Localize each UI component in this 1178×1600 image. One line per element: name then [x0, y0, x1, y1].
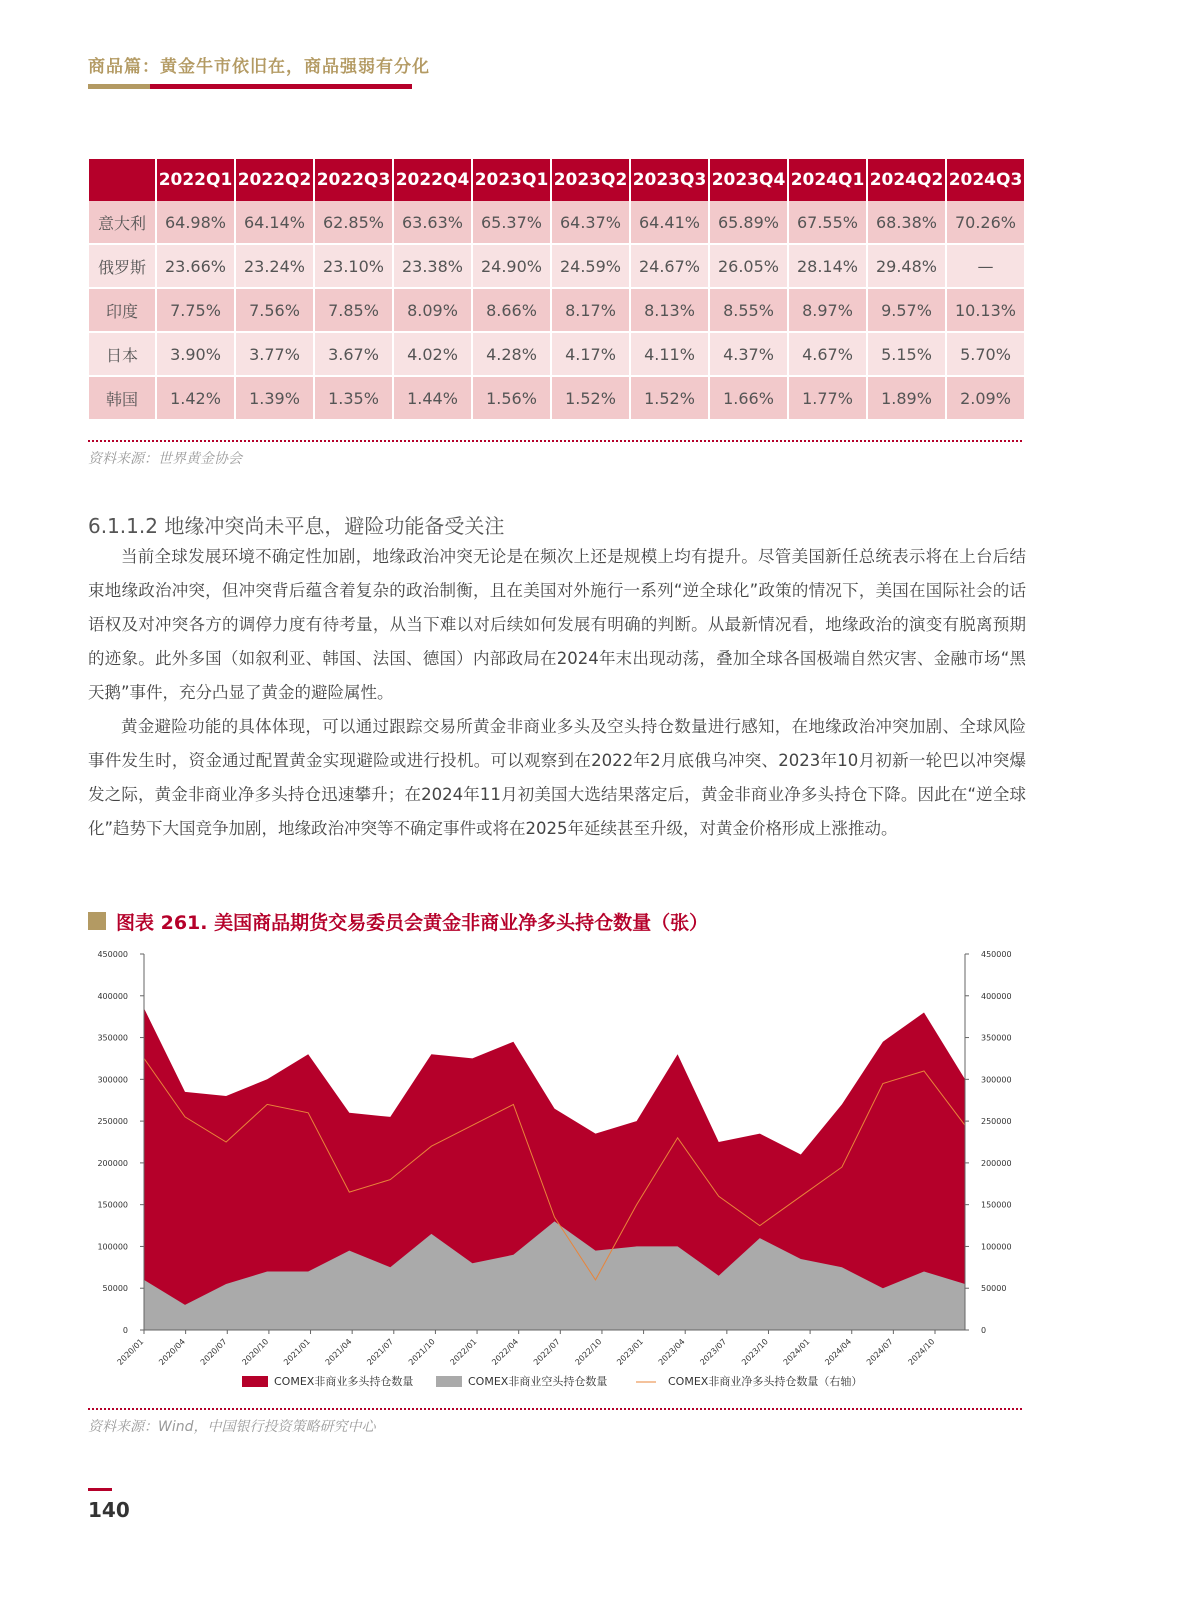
x-tick-label: 2024/07 [864, 1337, 895, 1367]
table-corner-cell [89, 159, 155, 201]
table-cell: 8.09% [394, 289, 471, 333]
legend-swatch [242, 1376, 268, 1387]
x-tick-label: 2020/01 [115, 1337, 146, 1367]
x-tick-label: 2022/10 [573, 1337, 604, 1367]
x-tick-label: 2023/07 [698, 1337, 729, 1367]
column-header: 2024Q3 [947, 159, 1024, 201]
table-cell: 1.52% [631, 377, 708, 421]
column-header: 2022Q2 [236, 159, 313, 201]
table-cell: 24.67% [631, 245, 708, 289]
y2-tick-label: 50000 [981, 1284, 1007, 1294]
figure-source: 资料来源：Wind，中国银行投资策略研究中心 [88, 1419, 376, 1435]
page-header-title: 商品篇：黄金牛市依旧在，商品强弱有分化 [88, 57, 430, 77]
table-cell: 2.09% [947, 377, 1024, 421]
column-header: 2022Q4 [394, 159, 471, 201]
header-rule-gold [88, 84, 150, 89]
y-tick-label: 150000 [97, 1200, 128, 1210]
table-cell: 70.26% [947, 201, 1024, 245]
table-source: 资料来源：世界黄金协会 [88, 451, 242, 467]
x-tick-label: 2023/01 [615, 1337, 645, 1367]
row-header: 印度 [89, 289, 155, 333]
figure-title: 图表 261. 美国商品期货交易委员会黄金非商业净多头持仓数量（张） [116, 912, 709, 934]
x-tick-label: 2021/04 [323, 1337, 354, 1367]
column-header: 2024Q2 [868, 159, 945, 201]
table-cell: 10.13% [947, 289, 1024, 333]
x-tick-label: 2024/01 [781, 1337, 812, 1367]
gold-reserve-share-table [87, 159, 1026, 421]
column-header: 2023Q3 [631, 159, 708, 201]
table-cell: 67.55% [789, 201, 866, 245]
figure-divider [88, 1408, 1022, 1410]
table-cell: 23.66% [157, 245, 234, 289]
x-tick-label: 2020/07 [198, 1337, 229, 1367]
table-cell: 7.75% [157, 289, 234, 333]
table-row [89, 333, 1024, 377]
table-cell: 65.37% [473, 201, 550, 245]
table-cell: 8.97% [789, 289, 866, 333]
table-cell: 1.77% [789, 377, 866, 421]
y2-tick-label: 450000 [981, 950, 1012, 959]
x-tick-label: 2023/10 [740, 1337, 770, 1367]
paragraph: 黄金避险功能的具体体现，可以通过跟踪交易所黄金非商业多头及空头持仓数量进行感知，在地缘政治冲突加剧、全球风险事件发生时，资金通过配置黄金实现避险或进行投机。可以观察到在2022年2月底俄乌冲突、2023年10月初新一轮巴以冲突爆发之际，黄金非商业净多头持仓迅速攀升；在2024年11月初美国大选结果落定后，黄金非商业净多头持仓下降。因此在“逆全球化”趋势下大国竞争加剧，地缘政治冲突等不确定事件或将在2025年延续甚至升级，对黄金价格形成上涨推动。 [88, 717, 1026, 838]
table-cell: 4.37% [710, 333, 787, 377]
y2-tick-label: 400000 [981, 991, 1012, 1001]
table-cell: 64.98% [157, 201, 234, 245]
table-cell: 64.41% [631, 201, 708, 245]
y2-tick-label: 350000 [981, 1033, 1012, 1043]
table-cell: 8.13% [631, 289, 708, 333]
y-tick-label: 200000 [97, 1158, 128, 1168]
table-cell: 24.90% [473, 245, 550, 289]
table-cell: 4.02% [394, 333, 471, 377]
table-cell: 1.44% [394, 377, 471, 421]
table-cell: 8.17% [552, 289, 629, 333]
table-cell: 4.28% [473, 333, 550, 377]
x-tick-label: 2024/10 [906, 1337, 937, 1367]
table-cell: 64.37% [552, 201, 629, 245]
table-cell: 23.38% [394, 245, 471, 289]
table-cell: 5.70% [947, 333, 1024, 377]
x-tick-label: 2020/04 [157, 1337, 188, 1367]
table-cell: 8.66% [473, 289, 550, 333]
y-tick-label: 350000 [97, 1033, 128, 1043]
x-tick-label: 2024/04 [823, 1337, 854, 1367]
y-tick-label: 300000 [97, 1075, 128, 1085]
table-cell: 68.38% [868, 201, 945, 245]
paragraph: 当前全球发展环境不确定性加剧，地缘政治冲突无论是在频次上还是规模上均有提升。尽管美国新任总统表示将在上台后结束地缘政治冲突，但冲突背后蕴含着复杂的政治制衡，且在美国对外施行一系列“逆全球化”政策的情况下，美国在国际社会的话语权及对冲突各方的调停力度有待考量，从当下难以对后续如何发展有明确的判断。从最新情况看，地缘政治的演变有脱离预期的迹象。此外多国（如叙利亚、韩国、法国、德国）内部政局在2024年末出现动荡，叠加全球各国极端自然灾害、金融市场“黑天鹅”事件，充分凸显了黄金的避险属性。 [88, 547, 1026, 702]
column-header: 2024Q1 [789, 159, 866, 201]
legend-label: COMEX非商业净多头持仓数量（右轴） [668, 1375, 863, 1388]
page-number: 140 [88, 1498, 130, 1522]
table-header-row [89, 159, 1024, 201]
table-cell: 63.63% [394, 201, 471, 245]
table-cell: 8.55% [710, 289, 787, 333]
legend-label: COMEX非商业空头持仓数量 [468, 1375, 608, 1388]
y2-tick-label: 0 [981, 1326, 987, 1335]
x-tick-label: 2022/01 [448, 1337, 479, 1367]
y2-tick-label: 300000 [981, 1075, 1012, 1085]
column-header: 2022Q3 [315, 159, 392, 201]
x-tick-label: 2021/07 [365, 1337, 396, 1367]
table-cell: 5.15% [868, 333, 945, 377]
table-cell: 3.90% [157, 333, 234, 377]
table-cell: 1.52% [552, 377, 629, 421]
table-cell: 62.85% [315, 201, 392, 245]
table-cell: 26.05% [710, 245, 787, 289]
table-cell: — [947, 245, 1024, 289]
table-cell: 1.56% [473, 377, 550, 421]
column-header: 2023Q4 [710, 159, 787, 201]
table-cell: 1.39% [236, 377, 313, 421]
table-cell: 1.35% [315, 377, 392, 421]
table-cell: 7.85% [315, 289, 392, 333]
legend-swatch [436, 1376, 462, 1387]
y-tick-label: 0 [122, 1326, 128, 1335]
column-header: 2022Q1 [157, 159, 234, 201]
table-cell: 1.66% [710, 377, 787, 421]
table-cell: 1.42% [157, 377, 234, 421]
x-tick-label: 2021/10 [406, 1337, 437, 1367]
table-cell: 24.59% [552, 245, 629, 289]
legend-label: COMEX非商业多头持仓数量 [274, 1375, 414, 1388]
row-header: 韩国 [89, 377, 155, 421]
row-header: 日本 [89, 333, 155, 377]
table-cell: 3.67% [315, 333, 392, 377]
row-header: 俄罗斯 [89, 245, 155, 289]
x-tick-label: 2021/01 [282, 1337, 312, 1367]
y-tick-label: 50000 [102, 1284, 128, 1294]
column-header: 2023Q2 [552, 159, 629, 201]
y-tick-label: 250000 [97, 1117, 128, 1127]
header-rule-red [150, 84, 412, 89]
page-number-rule [88, 1488, 112, 1491]
y2-tick-label: 200000 [981, 1158, 1012, 1168]
x-tick-label: 2023/04 [656, 1337, 687, 1367]
table-cell: 4.67% [789, 333, 866, 377]
figure-marker [88, 912, 106, 930]
table-cell: 4.17% [552, 333, 629, 377]
y-tick-label: 100000 [97, 1242, 128, 1252]
x-tick-label: 2022/04 [490, 1337, 521, 1367]
table-cell: 29.48% [868, 245, 945, 289]
table-cell: 4.11% [631, 333, 708, 377]
table-cell: 64.14% [236, 201, 313, 245]
table-cell: 65.89% [710, 201, 787, 245]
table-cell: 3.77% [236, 333, 313, 377]
column-header: 2023Q1 [473, 159, 550, 201]
section-heading: 6.1.1.2 地缘冲突尚未平息，避险功能备受关注 [88, 514, 505, 538]
table-row [89, 377, 1024, 421]
table-cell: 1.89% [868, 377, 945, 421]
table-row [89, 289, 1024, 333]
cftc-gold-positions-chart [80, 942, 1020, 1402]
table-cell: 23.24% [236, 245, 313, 289]
y-tick-label: 400000 [97, 991, 128, 1001]
table-row [89, 245, 1024, 289]
y2-tick-label: 100000 [981, 1242, 1012, 1252]
y2-tick-label: 150000 [981, 1200, 1012, 1210]
table-cell: 7.56% [236, 289, 313, 333]
table-cell: 9.57% [868, 289, 945, 333]
table-row [89, 201, 1024, 245]
x-tick-label: 2022/07 [531, 1337, 562, 1367]
x-tick-label: 2020/10 [240, 1337, 271, 1367]
table-cell: 28.14% [789, 245, 866, 289]
table-cell: 23.10% [315, 245, 392, 289]
table-divider [88, 440, 1022, 442]
y-tick-label: 450000 [97, 950, 128, 959]
y2-tick-label: 250000 [981, 1117, 1012, 1127]
row-header: 意大利 [89, 201, 155, 245]
